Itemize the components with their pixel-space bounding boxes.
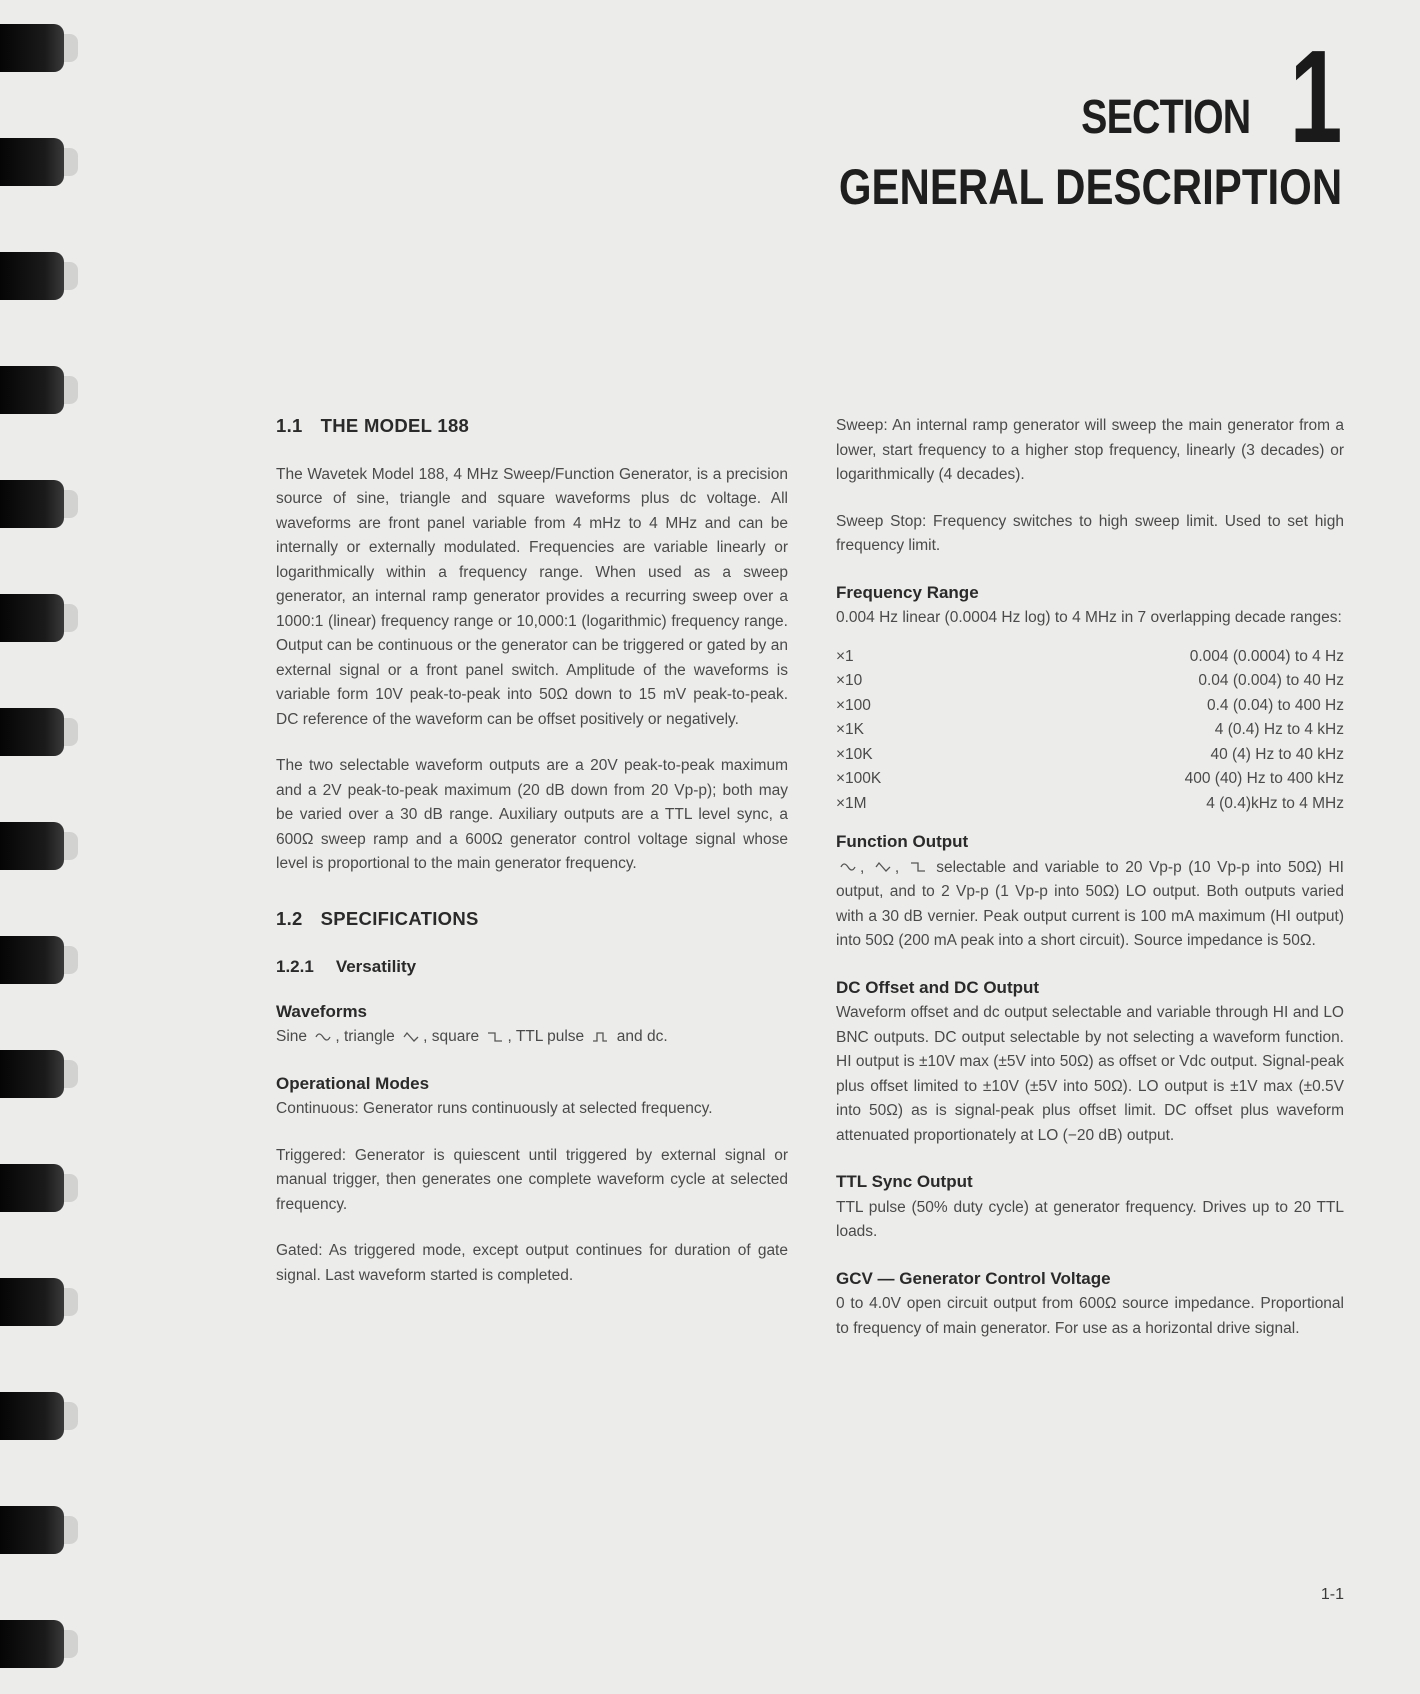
outputs-paragraph: The two selectable waveform outputs are a 20V peak-to-peak maximum and a 2V peak-to-peak maximum (20 dB down from 20 Vp-p); both may be varied over a 30 dB range. Auxiliary outputs are a TTL level sync, a 600Ω sweep ramp and a 600Ω generator control voltage signal whose level is proportional to the main generator frequency. xyxy=(276,757,788,872)
binding-ring xyxy=(0,822,64,870)
frequency-range-row xyxy=(836,792,1344,817)
binding-ring xyxy=(0,480,64,528)
binding-ring xyxy=(0,594,64,642)
triangle-wave-icon xyxy=(403,1031,419,1043)
function-output-text: selectable and variable to 20 Vp-p (10 Vp-p into 50Ω) HI output, and to 2 Vp-p (1 Vp-p into 50Ω) LO output. Both outputs varied with a 30 dB vernier. Peak output current is 100 mA maximum (HI output) into 50Ω (200 mA peak into a short circuit). Source impedance is 50Ω. xyxy=(836,858,1344,949)
sine-label: Sine xyxy=(276,1028,308,1045)
pulse-wave-icon xyxy=(592,1031,608,1043)
square-label: square xyxy=(431,1028,480,1045)
binding-ring xyxy=(0,1164,64,1212)
continuous-mode-paragraph: Continuous: Generator runs continuously at selected frequency. xyxy=(276,1100,713,1117)
binding-ring xyxy=(0,708,64,756)
frequency-range-paragraph: 0.004 Hz linear (0.0004 Hz log) to 4 MHz in 7 overlapping decade ranges: xyxy=(836,609,1342,626)
frequency-range-row xyxy=(836,694,1344,719)
binding-ring xyxy=(0,1278,64,1326)
range-value: 40 (4) Hz to 40 kHz xyxy=(1210,745,1344,763)
binding-ring xyxy=(0,138,64,186)
gcv-paragraph: 0 to 4.0V open circuit output from 600Ω source impedance. Proportional to frequency of main generator. For use as a horizontal drive signal. xyxy=(836,1295,1344,1337)
range-value: 4 (0.4)kHz to 4 MHz xyxy=(1206,794,1344,812)
frequency-range-heading: Frequency Range xyxy=(836,582,979,602)
range-value: 0.4 (0.04) to 400 Hz xyxy=(1207,696,1344,714)
dc-label: and dc. xyxy=(616,1028,668,1045)
frequency-range-row xyxy=(836,767,1344,792)
range-multiplier: ×1K xyxy=(836,721,865,738)
section-header xyxy=(743,23,1342,215)
heading-1-1 xyxy=(276,414,788,439)
left-column xyxy=(276,414,788,1310)
range-multiplier: ×10K xyxy=(836,745,873,763)
heading-number: 1.2.1 xyxy=(276,957,314,976)
range-multiplier: ×100 xyxy=(836,696,871,714)
heading-text: THE MODEL 188 xyxy=(320,415,470,436)
heading-text: Versatility xyxy=(335,957,417,976)
range-multiplier: ×10 xyxy=(836,672,863,689)
binding-ring xyxy=(0,1050,64,1098)
function-output-heading: Function Output xyxy=(836,832,969,851)
sweep-paragraph: Sweep: An internal ramp generator will sweep the main generator from a lower, start frequency to a higher stop frequency, linearly (3 decades) or logarithmically (4 decades). xyxy=(836,417,1344,483)
page-number: 1-1 xyxy=(1320,1586,1344,1603)
ttl-sync-heading: TTL Sync Output xyxy=(836,1172,973,1191)
frequency-range-row xyxy=(836,669,1344,694)
section-title: GENERAL DESCRIPTION xyxy=(838,158,1342,215)
dc-offset-heading: DC Offset and DC Output xyxy=(836,977,1040,997)
frequency-range-row xyxy=(836,743,1344,768)
binding-ring xyxy=(0,366,64,414)
binding-ring xyxy=(0,936,64,984)
model-description-paragraph: The Wavetek Model 188, 4 MHz Sweep/Function Generator, is a precision source of sine, triangle and square waveforms plus dc voltage. All waveforms are front panel variable from 4 mHz to 4 MHz and can be internally or externally modulated. Frequencies are variable linearly or logarithmically within a frequency range. When used as a sweep generator, an internal ramp generator provides a recurring sweep over a 1000:1 (linear) frequency range or 10,000:1 (logarithmic) frequency range. Output can be continuous or the generator can be triggered or gated by an external signal or a front panel switch. Amplitude of the waveforms is variable form 10V peak-to-peak into 50Ω down to 15 mV peak-to-peak. DC reference of the waveform can be offset positively or negatively. xyxy=(276,465,788,728)
gcv-heading: GCV — Generator Control Voltage xyxy=(836,1268,1111,1288)
range-value: 400 (40) Hz to 400 kHz xyxy=(1184,770,1344,787)
range-multiplier: ×100K xyxy=(836,770,882,787)
triggered-mode-paragraph: Triggered: Generator is quiescent until triggered by external signal or manual trigger, then generates one complete waveform cycle at selected frequency. xyxy=(276,1146,788,1213)
triangle-label: triangle xyxy=(343,1028,395,1045)
binding-ring xyxy=(0,1392,64,1440)
square-wave-icon xyxy=(910,861,926,873)
range-multiplier: ×1M xyxy=(836,794,867,812)
function-output-paragraph: , , selectable and variable to 20 Vp-p (10 Vp-p into 50Ω) HI output, and to 2 Vp-p (1 Vp-p into 50Ω) LO output. Both outputs varied with a 30 dB vernier. Peak output current is 100 mA maximum (HI output) into 50Ω (200 mA peak into a short circuit). Source impedance is 50Ω. xyxy=(836,858,1344,949)
frequency-range-row xyxy=(836,718,1344,743)
binding-ring xyxy=(0,24,64,72)
range-value: 0.04 (0.004) to 40 Hz xyxy=(1198,672,1344,689)
section-number: 1 xyxy=(1289,23,1342,170)
gated-mode-paragraph: Gated: As triggered mode, except output continues for duration of gate signal. Last waveform started is completed. xyxy=(276,1242,788,1284)
binding-ring xyxy=(0,1620,64,1668)
triangle-wave-icon xyxy=(875,861,891,873)
section-label: SECTION xyxy=(1081,90,1251,144)
sine-wave-icon xyxy=(840,861,856,873)
range-value: 4 (0.4) Hz to 4 kHz xyxy=(1214,721,1344,738)
sweep-stop-paragraph: Sweep Stop: Frequency switches to high sweep limit. Used to set high frequency limit. xyxy=(836,512,1344,554)
range-value: 0.004 (0.0004) to 4 Hz xyxy=(1189,647,1344,665)
heading-number: 1.2 xyxy=(276,907,303,929)
heading-number: 1.1 xyxy=(276,415,303,436)
waveforms-paragraph: Sine , triangle , square , TTL pulse and dc. xyxy=(276,1028,668,1045)
spiral-binding xyxy=(0,0,80,1694)
binding-ring xyxy=(0,252,64,300)
heading-text: SPECIFICATIONS xyxy=(320,907,479,929)
binding-ring xyxy=(0,1506,64,1554)
ttl-sync-paragraph: TTL pulse (50% duty cycle) at generator frequency. Drives up to 20 TTL loads. xyxy=(836,1198,1344,1240)
dc-offset-paragraph: Waveform offset and dc output selectable and variable through HI and LO BNC outputs. DC output selectable by not selecting a waveform function. HI output is ±10V max (±5V into 50Ω) as offset or Vdc output. Signal-peak plus offset limited to ±10V (±5V into 50Ω). LO output is ±1V max (±0.5V into 50Ω) as is signal-peak plus offset limit. DC offset plus waveform attenuated proportionately at LO (−20 dB) output. xyxy=(836,1004,1344,1144)
sine-wave-icon xyxy=(315,1031,331,1043)
frequency-range-table xyxy=(836,645,1344,817)
square-wave-icon xyxy=(487,1031,503,1043)
operational-modes-heading: Operational Modes xyxy=(276,1073,430,1093)
heading-1-2 xyxy=(276,907,788,932)
waveforms-heading: Waveforms xyxy=(276,1001,368,1021)
ttl-pulse-label: TTL pulse xyxy=(515,1028,585,1045)
frequency-range-row xyxy=(836,645,1344,670)
heading-1-2-1 xyxy=(276,955,788,980)
range-multiplier: ×1 xyxy=(836,647,854,665)
right-column xyxy=(836,414,1344,1363)
